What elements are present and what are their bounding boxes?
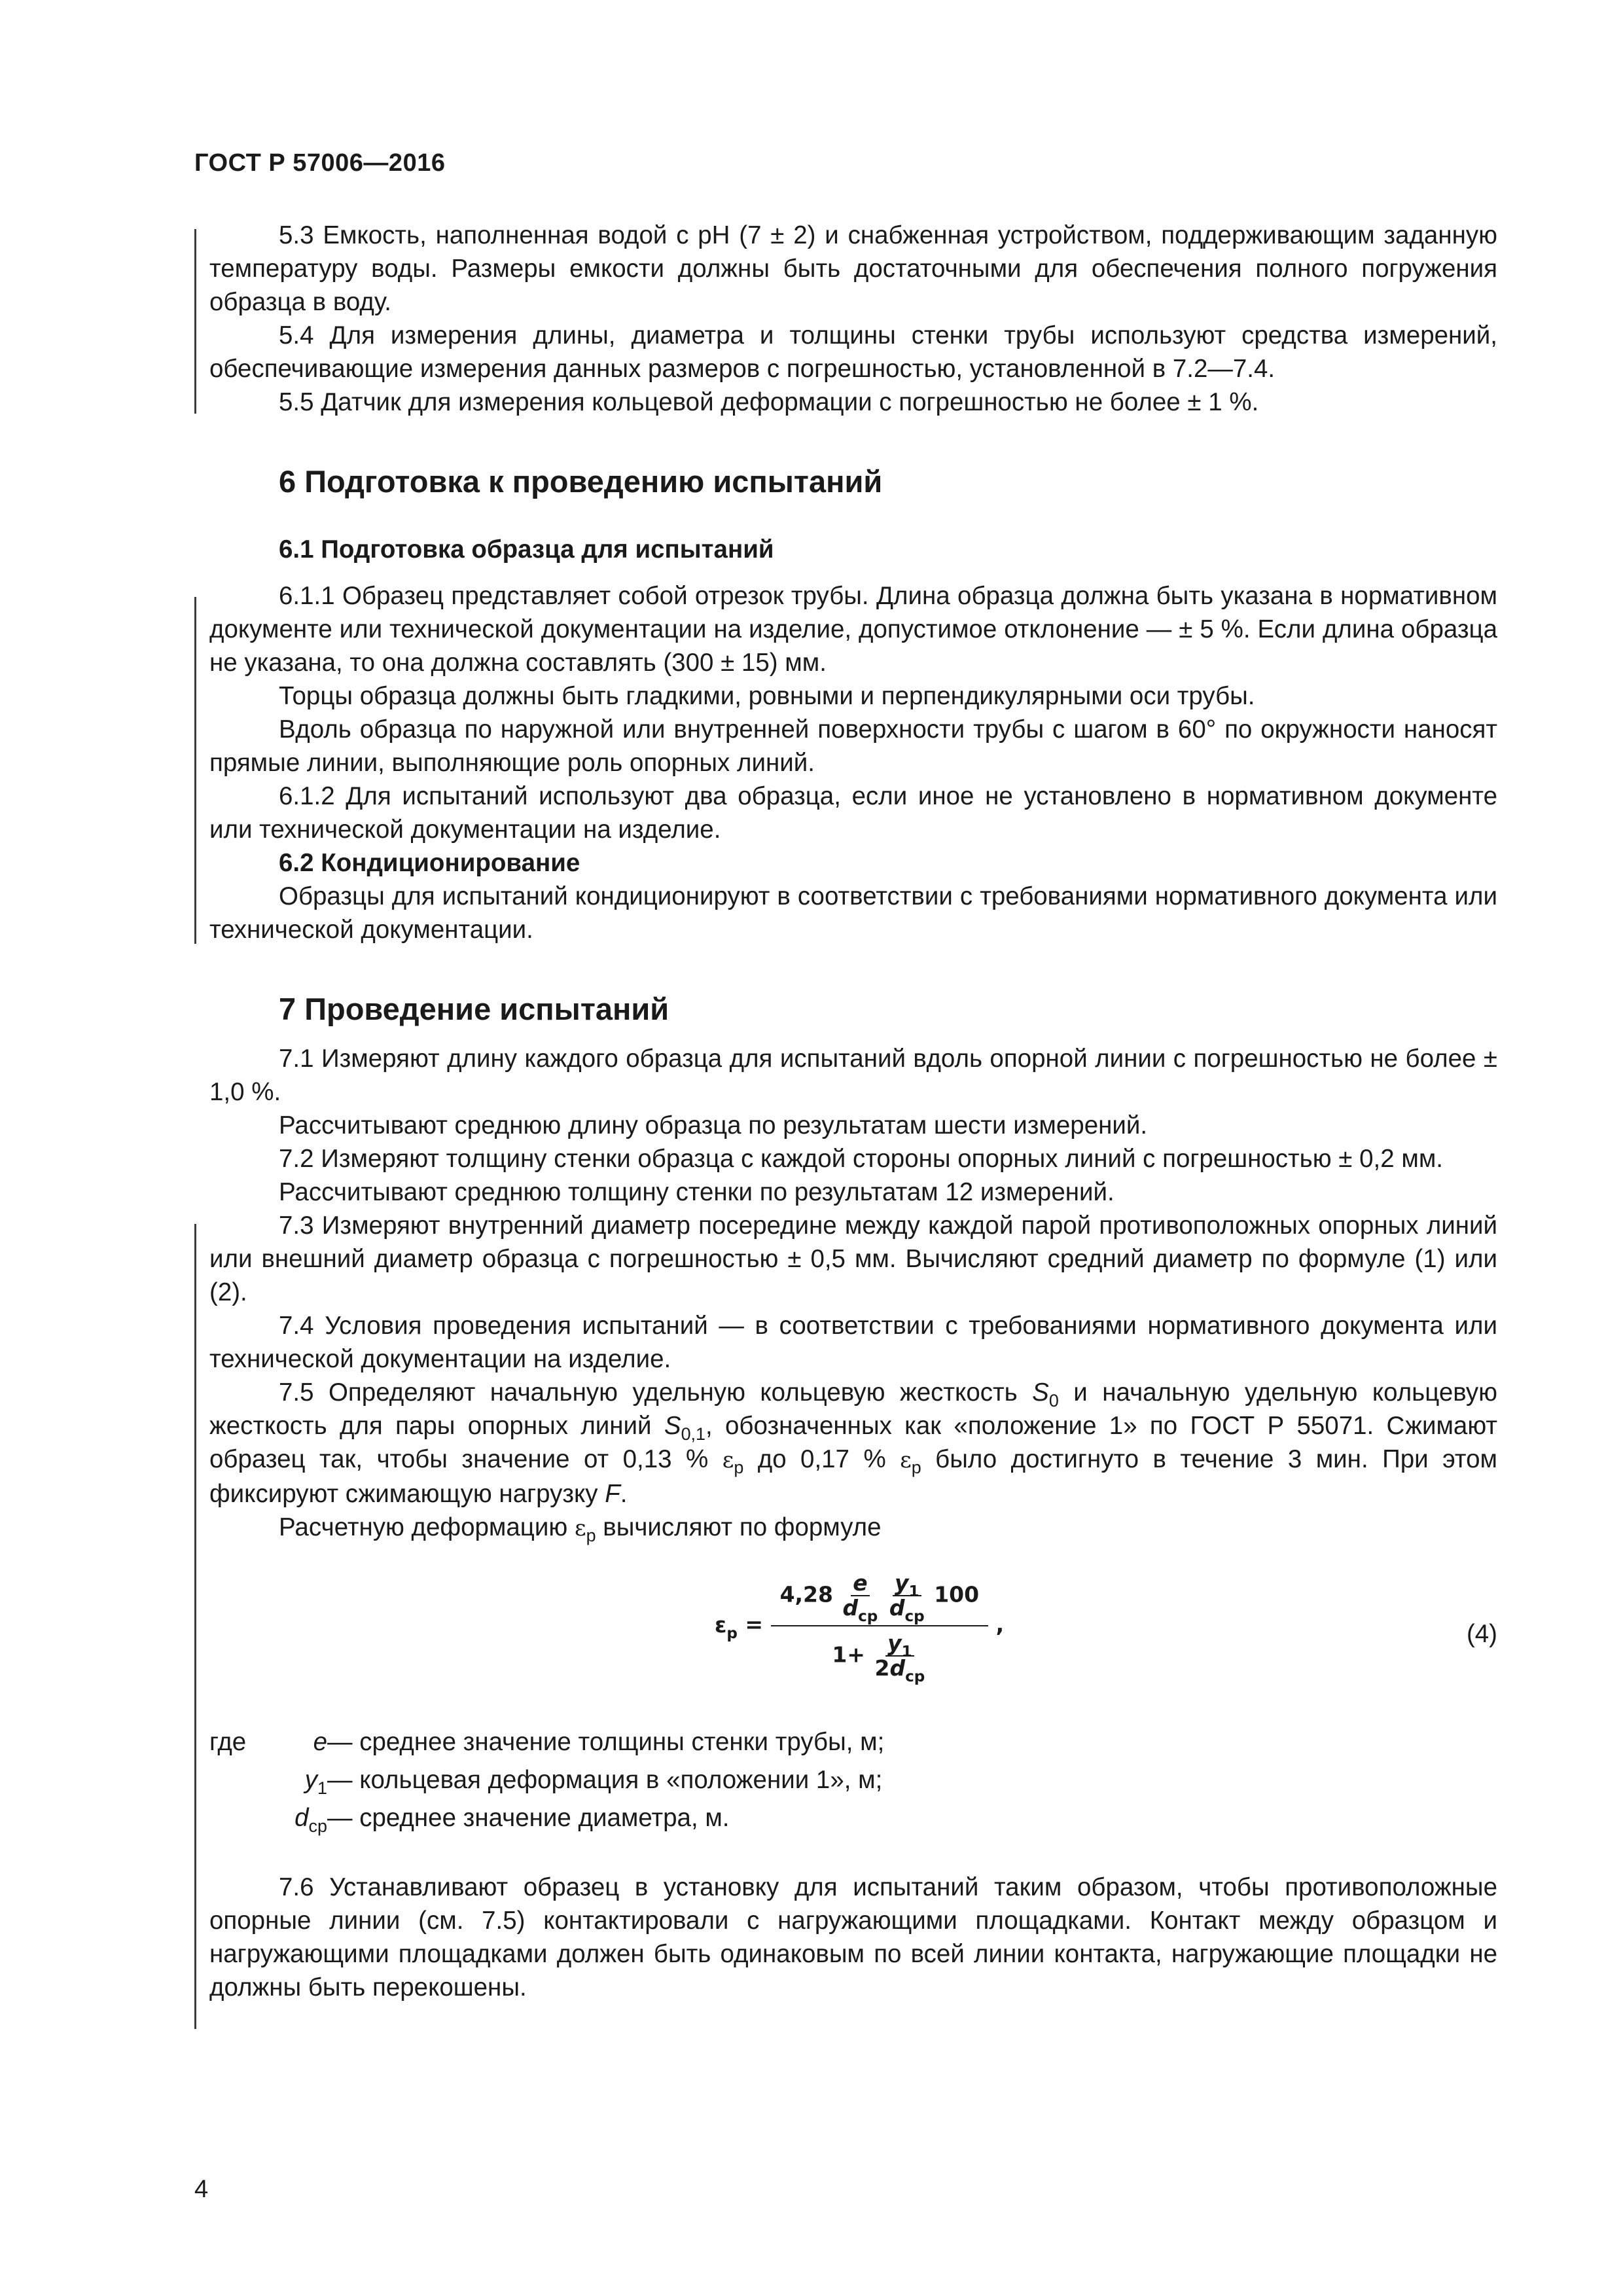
paragraph-6-1-2: 6.1.2 Для испытаний используют два образца, если иное не установлено в нормативном документе или технической документации на изделие. (209, 782, 1497, 844)
formula-main-fraction (771, 1570, 989, 1685)
change-bar (194, 1224, 196, 2029)
paragraph-5-5: 5.5 Датчик для измерения кольцевой деформации с погрешностью не более ± 1 %. (279, 388, 1259, 416)
formula-denominator: 1+ $\frac{y_1}{2d_{ср}}$ (832, 1630, 925, 1685)
legend-row: $d_{ср}$ — среднее значение диаметра, м. (294, 1804, 730, 1836)
paragraph-6-1-1-ends: Торцы образца должны быть гладкими, ровными и перпендикулярными оси трубы. (279, 682, 1255, 710)
paragraph-7-4: 7.4 Условия проведения испытаний — в соответствии с требованиями нормативного документа или технической документации на изделие. (209, 1312, 1497, 1373)
formula-4 (209, 1565, 1497, 1719)
legend-row: $y_1$ — кольцевая деформация в «положении 1», м; (304, 1766, 883, 1798)
section-6-2-heading: 6.2 Кондиционирование (279, 849, 580, 877)
paragraph-6-1-1-lines: Вдоль образца по наружной или внутренней поверхности трубы с шагом в 60° по окружности наносят прямые линии, выполняющие роль опорных линий. (209, 715, 1497, 777)
paragraph-7-2-average: Рассчитывают среднюю толщину стенки по результатам 12 измерений. (279, 1178, 1115, 1206)
document-body (209, 219, 1497, 2004)
paragraph-7-5-formula-intro: Расчетную деформацию $\varepsilon_р$ вычисляют по формуле (279, 1513, 882, 1545)
paragraph-7-2: 7.2 Измеряют толщину стенки образца с каждой стороны опорных линий с погрешностью ± 0,2 мм. (279, 1145, 1443, 1173)
paragraph-7-3: 7.3 Измеряют внутренний диаметр посередине между каждой парой противоположных опорных линий или внешний диаметр образца с погрешностью ± 0,5 мм. Вычисляют средний диаметр по формуле (1) или (2). (209, 1211, 1497, 1306)
change-bar (194, 597, 196, 944)
section-7-heading: 7 Проведение испытаний (279, 992, 669, 1026)
paragraph-6-1-1: 6.1.1 Образец представляет собой отрезок трубы. Длина образца должна быть указана в нормативном документе или технической документации на изделие, допустимое отклонение — ± 5 %. Если длина образца не указана, то она должна составлять (300 ± 15) мм. (209, 582, 1497, 677)
section-6-heading: 6 Подготовка к проведению испытаний (279, 464, 883, 499)
paragraph-7-1-average: Рассчитывают среднюю длину образца по результатам шести измерений. (279, 1111, 1148, 1139)
formula-number: (4) (1466, 1620, 1497, 1648)
formula-numerator: 4,28 $\frac{e}{d_{ср}}$ $\frac{y_1}{d_{ср}}$ 100 (771, 1571, 989, 1626)
paragraph-7-1: 7.1 Измеряют длину каждого образца для испытаний вдоль опорной линии с погрешностью не более ± 1,0 %. (209, 1045, 1497, 1106)
paragraph-5-3: 5.3 Емкость, наполненная водой с pH (7 ± 2) и снабженная устройством, поддерживающим заданную температуру воды. Размеры емкости должны быть достаточными для обеспечения полного погружения образца в воду. (209, 221, 1497, 316)
paragraph-6-2: Образцы для испытаний кондиционируют в соответствии с требованиями нормативного документа или технической документации. (209, 882, 1497, 944)
formula-legend (209, 1725, 1497, 1839)
running-header: ГОСТ Р 57006—2016 (194, 149, 446, 177)
page-number: 4 (194, 2176, 209, 2203)
paragraph-7-6: 7.6 Устанавливают образец в установку для испытаний таким образом, чтобы противоположные опорные линии (см. 7.5) контактировали с нагружающими площадками. Контакт между образцом и нагружающими площадками должен быть одинаковым по всей линии контакта, нагружающие площадки не должны быть перекошены. (209, 1873, 1497, 2001)
formula-body: $\varepsilon_р$ = 4,28 $\frac{e}{d_{ср}}$ $\frac{y_1}{d_{ср}}$ 100 1+ $\frac{y_1}{2d_{ср}}$ , (715, 1570, 1005, 1685)
change-bar (194, 229, 196, 414)
legend-row: где e — среднее значение толщины стенки трубы, м; (209, 1728, 885, 1756)
formula-lhs: $\varepsilon_р$ (715, 1611, 738, 1642)
paragraph-7-5: 7.5 Определяют начальную удельную кольцевую жесткость $S_0$ и начальную удельную кольцевую жесткость для пары опорных линий $S_{0,1}$, обозначенных как «положение 1» по ГОСТ Р 55071. Сжимают образец так, чтобы значение от 0,13 % $\varepsilon_р$ до 0,17 % $\varepsilon_р$ было достигнуто в течение 3 мин. При этом фиксируют сжимающую нагрузку F. (209, 1378, 1498, 1508)
paragraph-5-4: 5.4 Для измерения длины, диаметра и толщины стенки трубы используют средства измерений, обеспечивающие измерения данных размеров с погрешностью, установленной в 7.2—7.4. (209, 321, 1497, 383)
section-6-1-heading: 6.1 Подготовка образца для испытаний (279, 535, 774, 564)
